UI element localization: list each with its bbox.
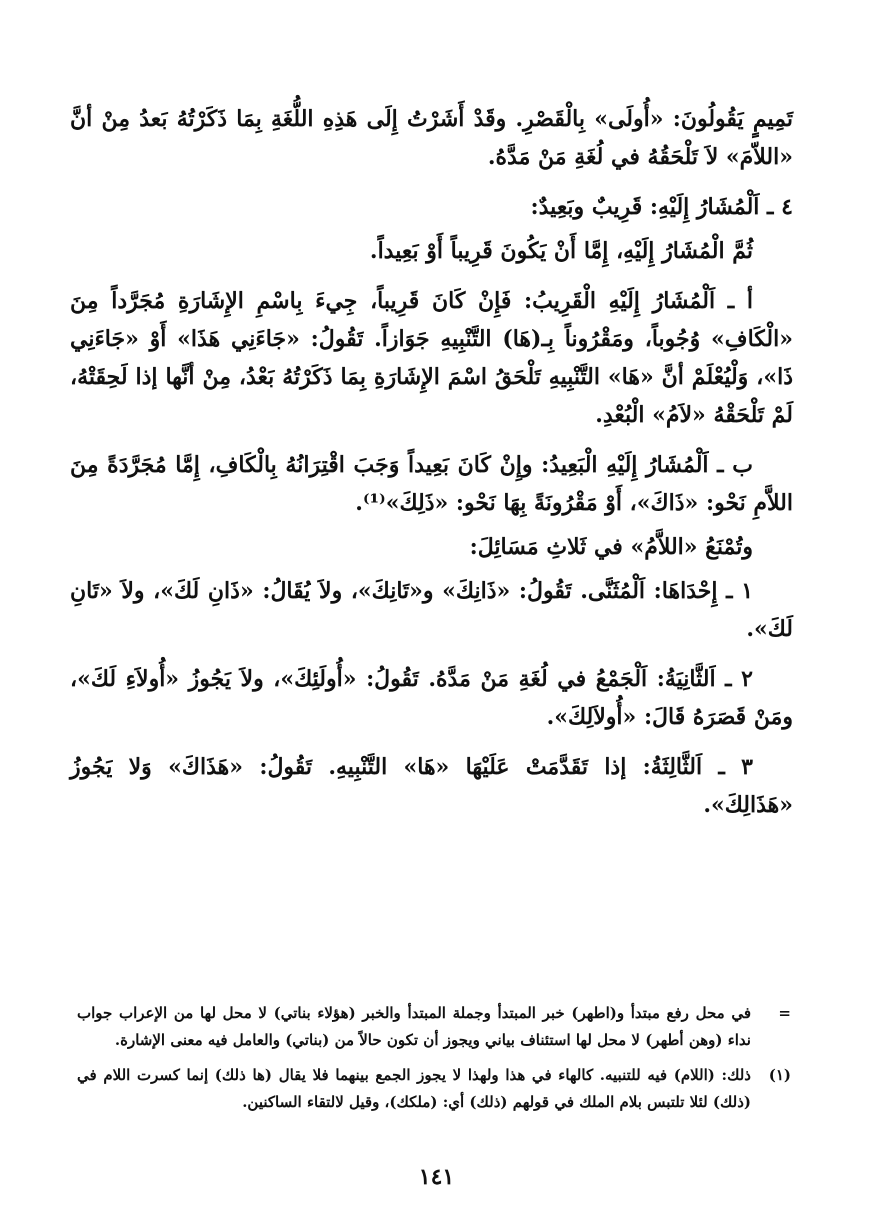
paragraph-near xyxy=(70,282,793,434)
far-heading: ب ـ اَلْمُشَارُ إِلَيْهِ الْبَعِيدُ: xyxy=(541,452,753,478)
paragraph-far xyxy=(70,446,793,522)
near-text: فَإِنْ كَانَ قَرِيباً، جِيءَ بِاسْمِ الإِشَارَةِ مُجَرَّداً مِنَ «الْكَافِ» وُجُوباً، ومَقْرُوناً بِـ(هَا) التَّنْبِيهِ جَوَازاً. تَقُولُ: «جَاءَنِي هَذَا» أَوْ «جَاءَنِي ذَا»، وَلْيُعْلَمْ أنَّ «هَا» التَّنْبِيهِ تَلْحَقُ اسْمَ الإِشَارَةِ بِمَا ذَكَرْتُهُ بَعْدُ، مِنْ أنَّها إذا لَحِقَتْهُ، لَمْ تَلْحَقْهُ «لاَمُ» الْبُعْدِ. xyxy=(70,288,793,428)
case-2-text: اَلْجَمْعُ في لُغَةِ مَنْ مَدَّهُ. تَقُولُ: «أُولَئِكَ»، ولاَ يَجُوزُ «أُولاَءِ لَكَ»، ومَنْ قَصَرَهُ قَالَ: «أُولاَلِكَ». xyxy=(70,666,793,730)
paragraph-lam-prohibited: وتُمْنَعُ «اللاَّمُ» في ثَلاثِ مَسَائِلَ: xyxy=(469,534,753,560)
main-text xyxy=(70,100,793,824)
footnote-item xyxy=(77,1000,791,1054)
footnote-text: ذلك: (اللام) فيه للتنبيه. كالهاء في هذا ولهذا لا يجوز الجمع بينهما فلا يقال (ها ذلك) إنما كسرت اللام في (ذلك) لئلا تلتبس بلام الملك في قولهم (ذلك) أي: (ملكك)، وقيل لالتقاء الساكنين. xyxy=(77,1066,751,1111)
paragraph-case-3 xyxy=(70,748,793,824)
near-heading: أ ـ اَلْمُشَارُ إِلَيْهِ الْقَرِيبُ: xyxy=(524,288,753,314)
page-number: ١٤١ xyxy=(418,1164,455,1190)
case-1-text: اَلْمُثَنَّى. تَقُولُ: «ذَانِكَ» و«تَانِكَ»، ولاَ يُقَالُ: «ذَانِ لَكَ»، ولاَ «تَانِ لَكَ». xyxy=(70,578,793,642)
case-1-heading: ١ ـ إِحْدَاهَا: xyxy=(653,578,754,604)
footnotes xyxy=(77,984,791,1124)
case-3-text: إذا تَقَدَّمَتْ عَلَيْهَا «هَا» التَّنْبِيهِ. تَقُولُ: «هَذَاكَ» وَلا يَجُوزُ «هَذَالِكَ». xyxy=(70,754,793,818)
paragraph-intro-near-far: ثُمَّ الْمُشَارُ إِلَيْهِ، إِمَّا أَنْ يَكُونَ قَرِيباً أَوْ بَعِيداً. xyxy=(369,238,753,264)
paragraph-case-1 xyxy=(70,572,793,648)
paragraph-1: تَمِيمٍ يَقُولُونَ: «أُولَى» بِالْقَصْرِ. وقَدْ أَشَرْتُ إِلَى هَذِهِ اللُّغَةِ بِمَا ذَكَرْتُهُ بَعدُ مِنْ أنَّ «اللاّمَ» لاَ تَلْحَقُهُ في لُغَةِ مَنْ مَدَّهُ. xyxy=(70,106,793,170)
footnote-marker: = xyxy=(778,1004,791,1022)
footnote-item xyxy=(77,1062,791,1116)
section-4-heading: ٤ ـ اَلْمُشَارُ إِلَيْهِ: قَرِيبٌ وبَعِيدٌ: xyxy=(530,194,793,220)
case-2-heading: ٢ ـ اَلثَّانِيَةُ: xyxy=(656,666,753,692)
case-3-heading: ٣ ـ اَلثَّالِثَةُ: xyxy=(642,754,753,780)
paragraph-case-2 xyxy=(70,660,793,736)
far-text: وإِنْ كَانَ بَعِيداً وَجَبَ اقْتِرَانُهُ بِالْكَافِ، إِمَّا مُجَرَّدَةً مِنَ اللاَّمِ نَحْو: «ذَاكَ»، أَوْ مَقْرُونَةً بِهَا نَحْو: «ذَلِكَ»⁽¹⁾. xyxy=(70,452,793,516)
footnote-marker: (١) xyxy=(768,1066,791,1084)
footnote-text: في محل رفع مبتدأ و(اطهر) خبر المبتدأ وجملة المبتدأ والخبر (هؤلاء بناتي) لا محل لها من الإعراب جواب نداء (وهن أطهر) لا محل لها استئناف بياني ويجوز أن تكون حالاً من (بناتي) والعامل فيه معنى الإشارة. xyxy=(77,1004,751,1049)
